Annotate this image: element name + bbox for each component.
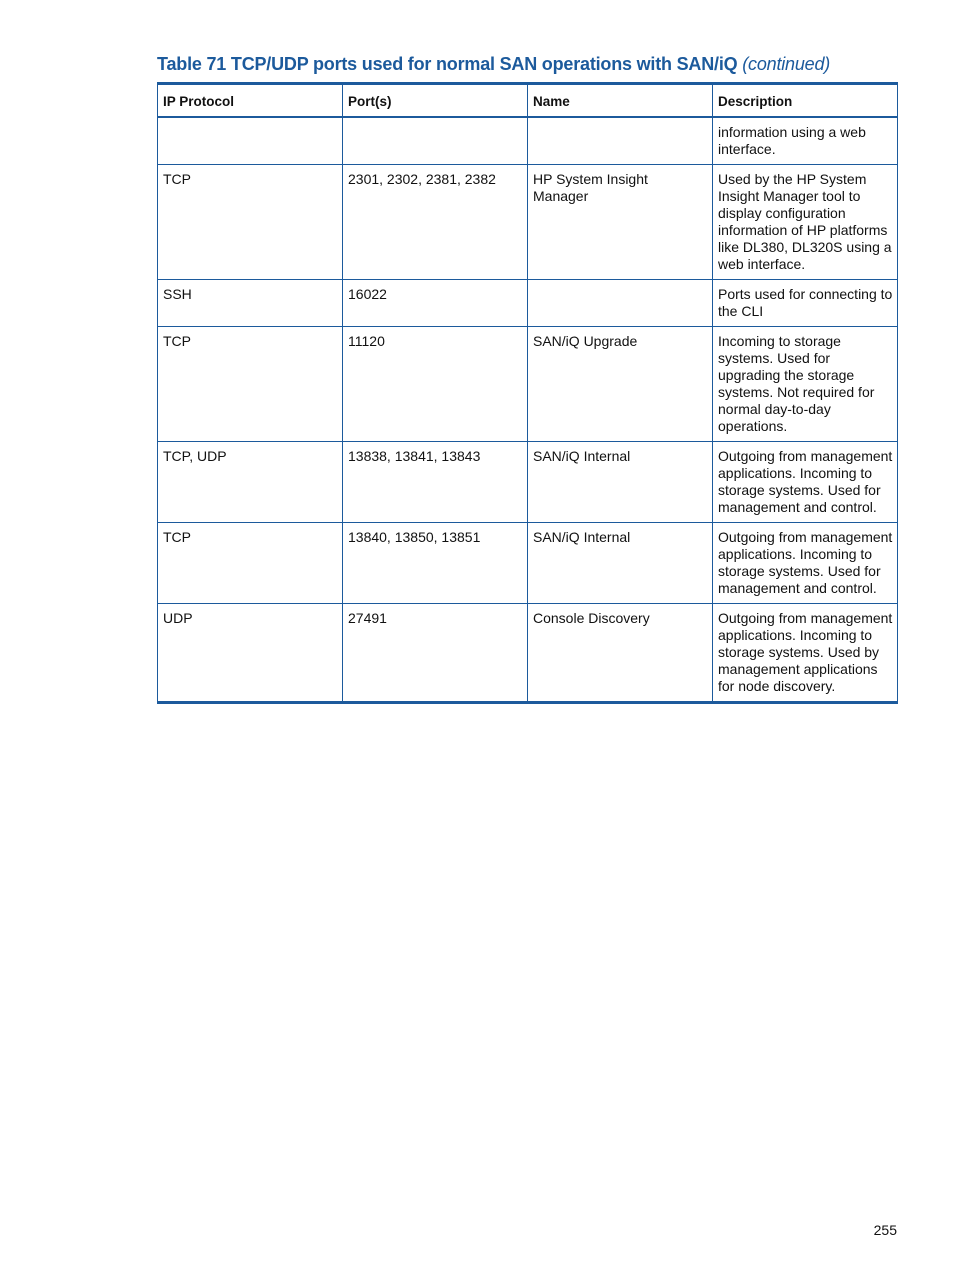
cell-ports: 2301, 2302, 2381, 2382 xyxy=(343,165,528,280)
header-description: Description xyxy=(713,84,898,118)
cell-description: Outgoing from management applications. Incoming to storage systems. Used for management and control. xyxy=(713,523,898,604)
ports-table xyxy=(157,82,898,704)
cell-name: SAN/iQ Internal xyxy=(528,442,713,523)
cell-name: SAN/iQ Upgrade xyxy=(528,327,713,442)
table-row xyxy=(158,280,898,327)
cell-ip-protocol: SSH xyxy=(158,280,343,327)
table-row xyxy=(158,327,898,442)
cell-description: Outgoing from management applications. Incoming to storage systems. Used for management and control. xyxy=(713,442,898,523)
cell-ports: 16022 xyxy=(343,280,528,327)
cell-description: Used by the HP System Insight Manager tool to display configuration information of HP platforms like DL380, DL320S using a web interface. xyxy=(713,165,898,280)
cell-name: SAN/iQ Internal xyxy=(528,523,713,604)
cell-ports xyxy=(343,117,528,165)
cell-ip-protocol: TCP xyxy=(158,165,343,280)
cell-ip-protocol: TCP, UDP xyxy=(158,442,343,523)
cell-ports: 11120 xyxy=(343,327,528,442)
cell-ip-protocol xyxy=(158,117,343,165)
cell-description: Outgoing from management applications. Incoming to storage systems. Used by management applications for node discovery. xyxy=(713,604,898,703)
table-row xyxy=(158,117,898,165)
cell-description: Incoming to storage systems. Used for upgrading the storage systems. Not required for normal day-to-day operations. xyxy=(713,327,898,442)
cell-ip-protocol: UDP xyxy=(158,604,343,703)
table-title: Table 71 TCP/UDP ports used for normal SAN operations with SAN/iQ xyxy=(157,54,738,74)
cell-ip-protocol: TCP xyxy=(158,327,343,442)
table-row xyxy=(158,165,898,280)
cell-name xyxy=(528,117,713,165)
cell-name: Console Discovery xyxy=(528,604,713,703)
cell-description: information using a web interface. xyxy=(713,117,898,165)
table-header-row xyxy=(158,84,898,118)
header-name: Name xyxy=(528,84,713,118)
page-number: 255 xyxy=(873,1222,897,1238)
cell-ip-protocol: TCP xyxy=(158,523,343,604)
header-ip-protocol: IP Protocol xyxy=(158,84,343,118)
table-caption xyxy=(157,54,897,75)
cell-ports: 13838, 13841, 13843 xyxy=(343,442,528,523)
table-row xyxy=(158,604,898,703)
cell-ports: 13840, 13850, 13851 xyxy=(343,523,528,604)
continued-label: (continued) xyxy=(742,54,831,74)
cell-description: Ports used for connecting to the CLI xyxy=(713,280,898,327)
header-ports: Port(s) xyxy=(343,84,528,118)
cell-name: HP System Insight Manager xyxy=(528,165,713,280)
table-row xyxy=(158,442,898,523)
cell-ports: 27491 xyxy=(343,604,528,703)
table-row xyxy=(158,523,898,604)
cell-name xyxy=(528,280,713,327)
